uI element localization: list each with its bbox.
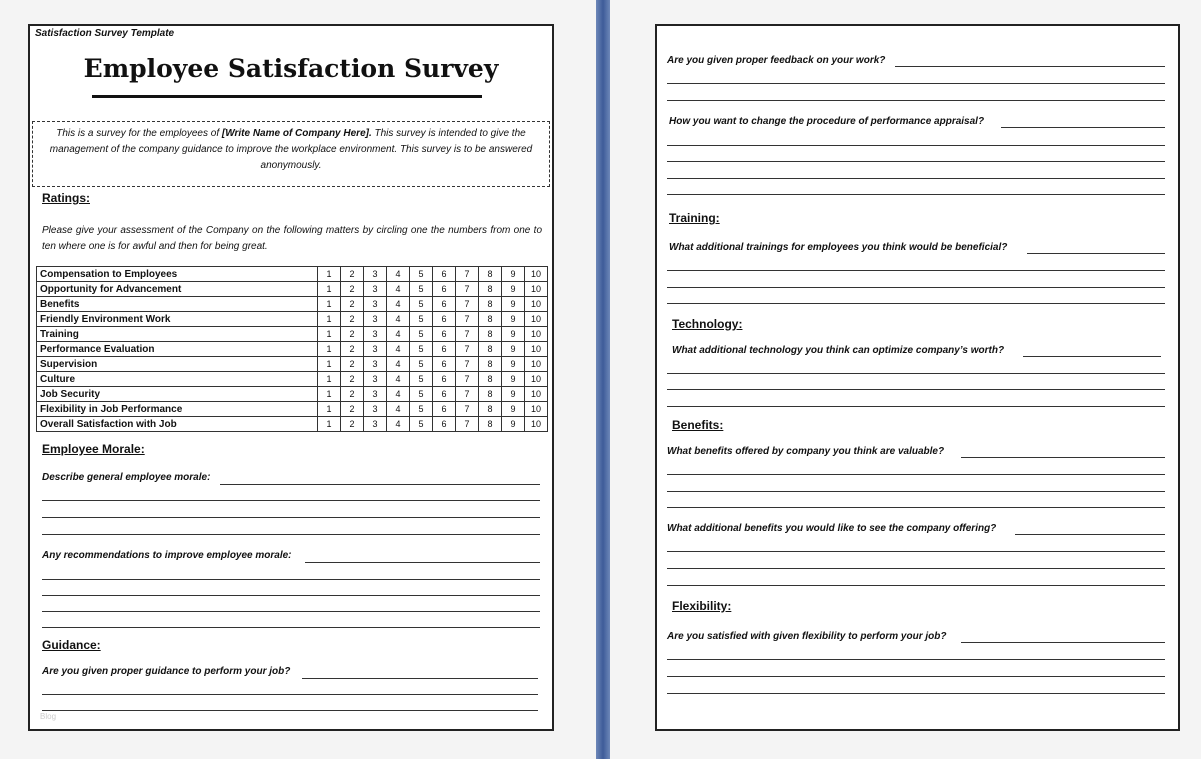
answer-line[interactable] [42, 694, 538, 695]
rating-option[interactable]: 8 [479, 417, 502, 432]
rating-option[interactable]: 10 [525, 327, 548, 342]
rating-option[interactable]: 7 [456, 417, 479, 432]
rating-option[interactable]: 4 [387, 387, 410, 402]
intro-box [32, 121, 550, 187]
rating-option[interactable]: 10 [525, 267, 548, 282]
rating-option[interactable]: 5 [410, 387, 433, 402]
rating-option[interactable]: 2 [341, 387, 364, 402]
rating-option[interactable]: 1 [318, 327, 341, 342]
answer-line[interactable] [667, 145, 1165, 146]
rating-option[interactable]: 4 [387, 402, 410, 417]
rating-option[interactable]: 3 [364, 402, 387, 417]
rating-option[interactable]: 1 [318, 357, 341, 372]
rating-option[interactable]: 1 [318, 387, 341, 402]
rating-row [37, 372, 548, 387]
rating-option[interactable]: 7 [456, 282, 479, 297]
rating-row [37, 267, 548, 282]
answer-line[interactable] [667, 100, 1165, 101]
rating-option[interactable]: 5 [410, 282, 433, 297]
rating-option[interactable]: 9 [502, 327, 525, 342]
rating-option[interactable]: 4 [387, 372, 410, 387]
rating-option[interactable]: 10 [525, 372, 548, 387]
ratings-heading: Ratings: [42, 191, 90, 205]
rating-option[interactable]: 6 [433, 312, 456, 327]
rating-row [37, 357, 548, 372]
answer-line[interactable] [667, 194, 1165, 195]
answer-line[interactable] [667, 474, 1165, 475]
answer-line[interactable] [667, 568, 1165, 569]
page-title: Employee Satisfaction Survey [83, 54, 499, 83]
rating-option[interactable]: 10 [525, 357, 548, 372]
template-label: Satisfaction Survey Template [35, 28, 175, 39]
rating-option[interactable]: 10 [525, 312, 548, 327]
rating-option[interactable]: 10 [525, 417, 548, 432]
answer-line[interactable] [42, 611, 540, 612]
rating-option[interactable]: 1 [318, 312, 341, 327]
employee-morale-heading: Employee Morale: [42, 442, 145, 456]
rating-option[interactable]: 4 [387, 357, 410, 372]
rating-option[interactable]: 4 [387, 297, 410, 312]
rating-item-label: Overall Satisfaction with Job [37, 417, 318, 432]
rating-option[interactable]: 5 [410, 402, 433, 417]
rating-option[interactable]: 5 [410, 267, 433, 282]
rating-option[interactable]: 10 [525, 297, 548, 312]
answer-line[interactable] [667, 161, 1165, 162]
rating-option[interactable]: 2 [341, 327, 364, 342]
rating-option[interactable]: 3 [364, 417, 387, 432]
rating-item-label: Training [37, 327, 318, 342]
rating-option[interactable]: 6 [433, 402, 456, 417]
rating-option[interactable]: 8 [479, 282, 502, 297]
answer-line[interactable] [42, 517, 540, 518]
answer-line[interactable] [667, 373, 1165, 374]
morale-question-2: Any recommendations to improve employee morale: [42, 550, 292, 561]
rating-option[interactable]: 9 [502, 417, 525, 432]
rating-item-label: Friendly Environment Work [37, 312, 318, 327]
rating-option[interactable]: 6 [433, 387, 456, 402]
rating-option[interactable]: 1 [318, 342, 341, 357]
benefits-question-2: What additional benefits you would like to see the company offering? [667, 523, 997, 534]
answer-line[interactable] [42, 534, 540, 535]
rating-option[interactable]: 9 [502, 342, 525, 357]
answer-line[interactable] [302, 678, 538, 679]
rating-item-label: Flexibility in Job Performance [37, 402, 318, 417]
rating-option[interactable]: 3 [364, 297, 387, 312]
rating-option[interactable]: 5 [410, 342, 433, 357]
answer-line[interactable] [961, 457, 1165, 458]
answer-line[interactable] [42, 710, 538, 711]
survey-page-right [655, 24, 1180, 731]
answer-line[interactable] [220, 484, 540, 485]
benefits-heading: Benefits: [672, 418, 724, 432]
answer-line[interactable] [961, 642, 1165, 643]
rating-item-label: Job Security [37, 387, 318, 402]
rating-option[interactable]: 8 [479, 402, 502, 417]
rating-option[interactable]: 8 [479, 312, 502, 327]
survey-page-left [28, 24, 554, 731]
rating-option[interactable]: 8 [479, 342, 502, 357]
training-question-1: What additional trainings for employees you think would be beneficial? [669, 242, 1008, 253]
technology-heading: Technology: [672, 317, 743, 331]
rating-option[interactable]: 5 [410, 417, 433, 432]
rating-option[interactable]: 3 [364, 267, 387, 282]
rating-option[interactable]: 2 [341, 357, 364, 372]
rating-option[interactable]: 9 [502, 357, 525, 372]
rating-option[interactable]: 2 [341, 342, 364, 357]
rating-row [37, 312, 548, 327]
answer-line[interactable] [42, 579, 540, 580]
answer-line[interactable] [42, 595, 540, 596]
rating-option[interactable]: 10 [525, 387, 548, 402]
binder-spine [596, 0, 610, 759]
rating-option[interactable]: 10 [525, 282, 548, 297]
answer-line[interactable] [1023, 356, 1161, 357]
answer-line[interactable] [1015, 534, 1165, 535]
rating-row [37, 417, 548, 432]
answer-line[interactable] [667, 178, 1165, 179]
rating-option[interactable]: 6 [433, 282, 456, 297]
rating-option[interactable]: 6 [433, 357, 456, 372]
rating-option[interactable]: 8 [479, 387, 502, 402]
rating-row [37, 342, 548, 357]
rating-option[interactable]: 7 [456, 312, 479, 327]
rating-item-label: Supervision [37, 357, 318, 372]
rating-option[interactable]: 7 [456, 297, 479, 312]
rating-option[interactable]: 7 [456, 357, 479, 372]
rating-option[interactable]: 8 [479, 372, 502, 387]
guidance-question-1: Are you given proper guidance to perform your job? [42, 666, 291, 677]
rating-row [37, 402, 548, 417]
rating-option[interactable]: 1 [318, 402, 341, 417]
rating-option[interactable]: 4 [387, 327, 410, 342]
rating-option[interactable]: 7 [456, 267, 479, 282]
rating-option[interactable]: 3 [364, 327, 387, 342]
rating-option[interactable]: 9 [502, 312, 525, 327]
rating-option[interactable]: 1 [318, 282, 341, 297]
rating-option[interactable]: 6 [433, 342, 456, 357]
rating-option[interactable]: 7 [456, 372, 479, 387]
answer-line[interactable] [667, 491, 1165, 492]
company-name-placeholder[interactable]: [Write Name of Company Here]. [221, 128, 372, 139]
answer-line[interactable] [667, 389, 1165, 390]
rating-option[interactable]: 4 [387, 342, 410, 357]
rating-option[interactable]: 9 [502, 297, 525, 312]
rating-item-label: Opportunity for Advancement [37, 282, 318, 297]
rating-row [37, 282, 548, 297]
rating-option[interactable]: 2 [341, 402, 364, 417]
rating-row [37, 297, 548, 312]
answer-line[interactable] [667, 303, 1165, 304]
morale-question-1: Describe general employee morale: [42, 472, 211, 483]
training-heading: Training: [669, 211, 720, 225]
answer-line[interactable] [895, 66, 1165, 67]
answer-line[interactable] [667, 676, 1165, 677]
rating-option[interactable]: 4 [387, 312, 410, 327]
rating-option[interactable]: 7 [456, 327, 479, 342]
rating-option[interactable]: 9 [502, 372, 525, 387]
answer-line[interactable] [1027, 253, 1165, 254]
intro-text-start: This is a survey for the employees of [56, 128, 222, 139]
rating-option[interactable]: 6 [433, 267, 456, 282]
ratings-instructions: Please give your assessment of the Company on the following matters by circling one the numbers from one to ten where one is for awful and then for being great. [42, 225, 542, 252]
title-underline [92, 95, 482, 98]
rating-option[interactable]: 7 [456, 387, 479, 402]
answer-line[interactable] [667, 406, 1165, 407]
answer-line[interactable] [1001, 127, 1165, 128]
rating-option[interactable]: 10 [525, 402, 548, 417]
rating-row [37, 387, 548, 402]
rating-option[interactable]: 4 [387, 282, 410, 297]
answer-line[interactable] [667, 693, 1165, 694]
rating-option[interactable]: 2 [341, 267, 364, 282]
rating-option[interactable]: 1 [318, 417, 341, 432]
rating-option[interactable]: 10 [525, 342, 548, 357]
rating-option[interactable]: 8 [479, 357, 502, 372]
rating-option[interactable]: 6 [433, 417, 456, 432]
rating-option[interactable]: 9 [502, 402, 525, 417]
rating-option[interactable]: 3 [364, 312, 387, 327]
rating-option[interactable]: 5 [410, 372, 433, 387]
rating-option[interactable]: 4 [387, 267, 410, 282]
answer-line[interactable] [42, 627, 540, 628]
rating-option[interactable]: 6 [433, 372, 456, 387]
rating-option[interactable]: 6 [433, 297, 456, 312]
rating-option[interactable]: 3 [364, 387, 387, 402]
rating-option[interactable]: 9 [502, 387, 525, 402]
rating-option[interactable]: 8 [479, 267, 502, 282]
rating-option[interactable]: 3 [364, 282, 387, 297]
ratings-table [36, 266, 548, 432]
intro-text-end: This survey is intended to give the management of the company guidance to improve the workplace environment. This survey is to be answered anonymously. [49, 128, 533, 171]
answer-line[interactable] [667, 659, 1165, 660]
rating-option[interactable]: 3 [364, 357, 387, 372]
rating-option[interactable]: 1 [318, 297, 341, 312]
rating-option[interactable]: 6 [433, 327, 456, 342]
rating-option[interactable]: 5 [410, 297, 433, 312]
rating-item-label: Compensation to Employees [37, 267, 318, 282]
appraisal-question: How you want to change the procedure of performance appraisal? [669, 116, 985, 127]
rating-option[interactable]: 2 [341, 372, 364, 387]
rating-item-label: Benefits [37, 297, 318, 312]
rating-option[interactable]: 1 [318, 267, 341, 282]
rating-option[interactable]: 3 [364, 372, 387, 387]
rating-option[interactable]: 5 [410, 357, 433, 372]
rating-option[interactable]: 2 [341, 312, 364, 327]
answer-line[interactable] [667, 270, 1165, 271]
rating-option[interactable]: 7 [456, 342, 479, 357]
rating-item-label: Culture [37, 372, 318, 387]
flexibility-question-1: Are you satisfied with given flexibility to perform your job? [667, 631, 947, 642]
guidance-heading: Guidance: [42, 638, 101, 652]
rating-option[interactable]: 2 [341, 417, 364, 432]
answer-line[interactable] [305, 562, 540, 563]
rating-option[interactable]: 7 [456, 402, 479, 417]
rating-option[interactable]: 8 [479, 297, 502, 312]
rating-option[interactable]: 9 [502, 282, 525, 297]
rating-option[interactable]: 9 [502, 267, 525, 282]
answer-line[interactable] [42, 500, 540, 501]
technology-question-1: What additional technology you think can optimize company’s worth? [672, 345, 1005, 356]
rating-item-label: Performance Evaluation [37, 342, 318, 357]
benefits-question-1: What benefits offered by company you think are valuable? [667, 446, 945, 457]
feedback-question: Are you given proper feedback on your work? [667, 55, 886, 66]
answer-line[interactable] [667, 83, 1165, 84]
rating-option[interactable]: 4 [387, 417, 410, 432]
rating-option[interactable]: 3 [364, 342, 387, 357]
rating-option[interactable]: 8 [479, 327, 502, 342]
answer-line[interactable] [667, 507, 1165, 508]
rating-option[interactable]: 2 [341, 297, 364, 312]
watermark: Blog [40, 712, 57, 721]
rating-option[interactable]: 5 [410, 327, 433, 342]
rating-option[interactable]: 1 [318, 372, 341, 387]
answer-line[interactable] [667, 551, 1165, 552]
rating-option[interactable]: 5 [410, 312, 433, 327]
flexibility-heading: Flexibility: [672, 599, 732, 613]
answer-line[interactable] [667, 585, 1165, 586]
rating-option[interactable]: 2 [341, 282, 364, 297]
rating-row [37, 327, 548, 342]
answer-line[interactable] [667, 287, 1165, 288]
